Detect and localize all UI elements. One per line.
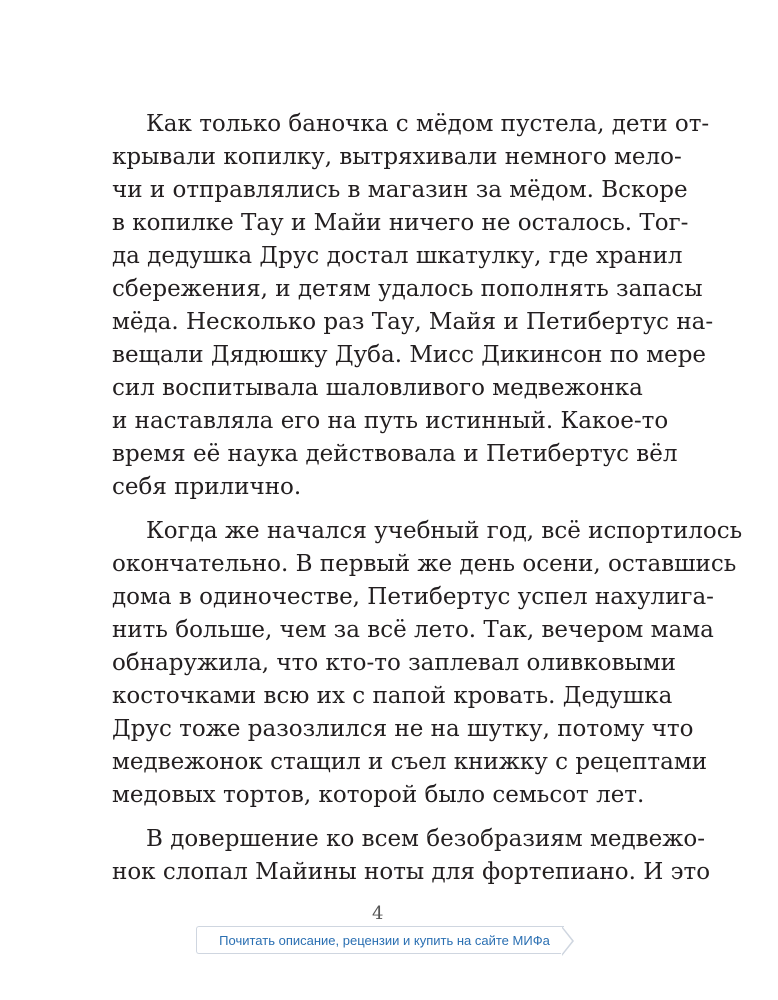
text-line: медовых тортов, которой было семьсот лет. <box>112 782 645 808</box>
text-line: Друс тоже разозлился не на шутку, потому что <box>112 716 694 742</box>
text-line: нить больше, чем за всё лето. Так, вечером мама <box>112 617 714 643</box>
text-line: себя прилично. <box>112 474 302 500</box>
text-line: мёда. Несколько раз Тау, Майя и Петибертус на- <box>112 309 714 335</box>
paragraph-3 <box>112 823 711 889</box>
text-line: крывали копилку, вытряхивали немного мело- <box>112 144 682 170</box>
page-number: 4 <box>372 903 384 924</box>
text-line: обнаружила, что кто-то заплевал оливковыми <box>112 650 676 676</box>
text-line: и наставляла его на путь истинный. Какое-то <box>112 408 669 434</box>
paragraph-gap <box>112 812 642 823</box>
text-line: нок слопал Майины ноты для фортепиано. И это <box>112 859 711 885</box>
paragraph-2 <box>112 515 743 812</box>
store-link-button[interactable]: Почитать описание, рецензии и купить на сайте МИФа <box>196 926 564 954</box>
text-line: сил воспитывала шаловливого медвежонка <box>112 375 643 401</box>
store-link-banner[interactable] <box>196 926 582 956</box>
text-line: сбережения, и детям удалось пополнять запасы <box>112 276 703 302</box>
paragraph-1 <box>112 108 714 504</box>
page-number-fragment <box>372 903 384 924</box>
book-page-text <box>112 108 743 889</box>
text-line: медвежонок стащил и съел книжку с рецептами <box>112 749 708 775</box>
text-line: время её наука действовала и Петибертус вёл <box>112 441 678 467</box>
text-line: В довершение ко всем безобразиям медвежо- <box>146 826 705 852</box>
text-line: вещали Дядюшку Дуба. Мисс Дикинсон по мере <box>112 342 707 368</box>
text-line: Когда же начался учебный год, всё испортилось <box>146 518 743 544</box>
text-line: косточками всю их с папой кровать. Дедушка <box>112 683 673 709</box>
arrow-tip-inner-icon <box>561 927 572 955</box>
text-line: дома в одиночестве, Петибертус успел нахулига- <box>112 584 714 610</box>
text-line: окончательно. В первый же день осени, оставшись <box>112 551 737 577</box>
text-line: Как только баночка с мёдом пустела, дети от- <box>146 111 710 137</box>
text-line: чи и отправлялись в магазин за мёдом. Вскоре <box>112 177 688 203</box>
paragraph-gap <box>112 504 642 515</box>
text-line: да дедушка Друс достал шкатулку, где хранил <box>112 243 683 269</box>
text-line: в копилке Тау и Майи ничего не осталось. Тог- <box>112 210 689 236</box>
